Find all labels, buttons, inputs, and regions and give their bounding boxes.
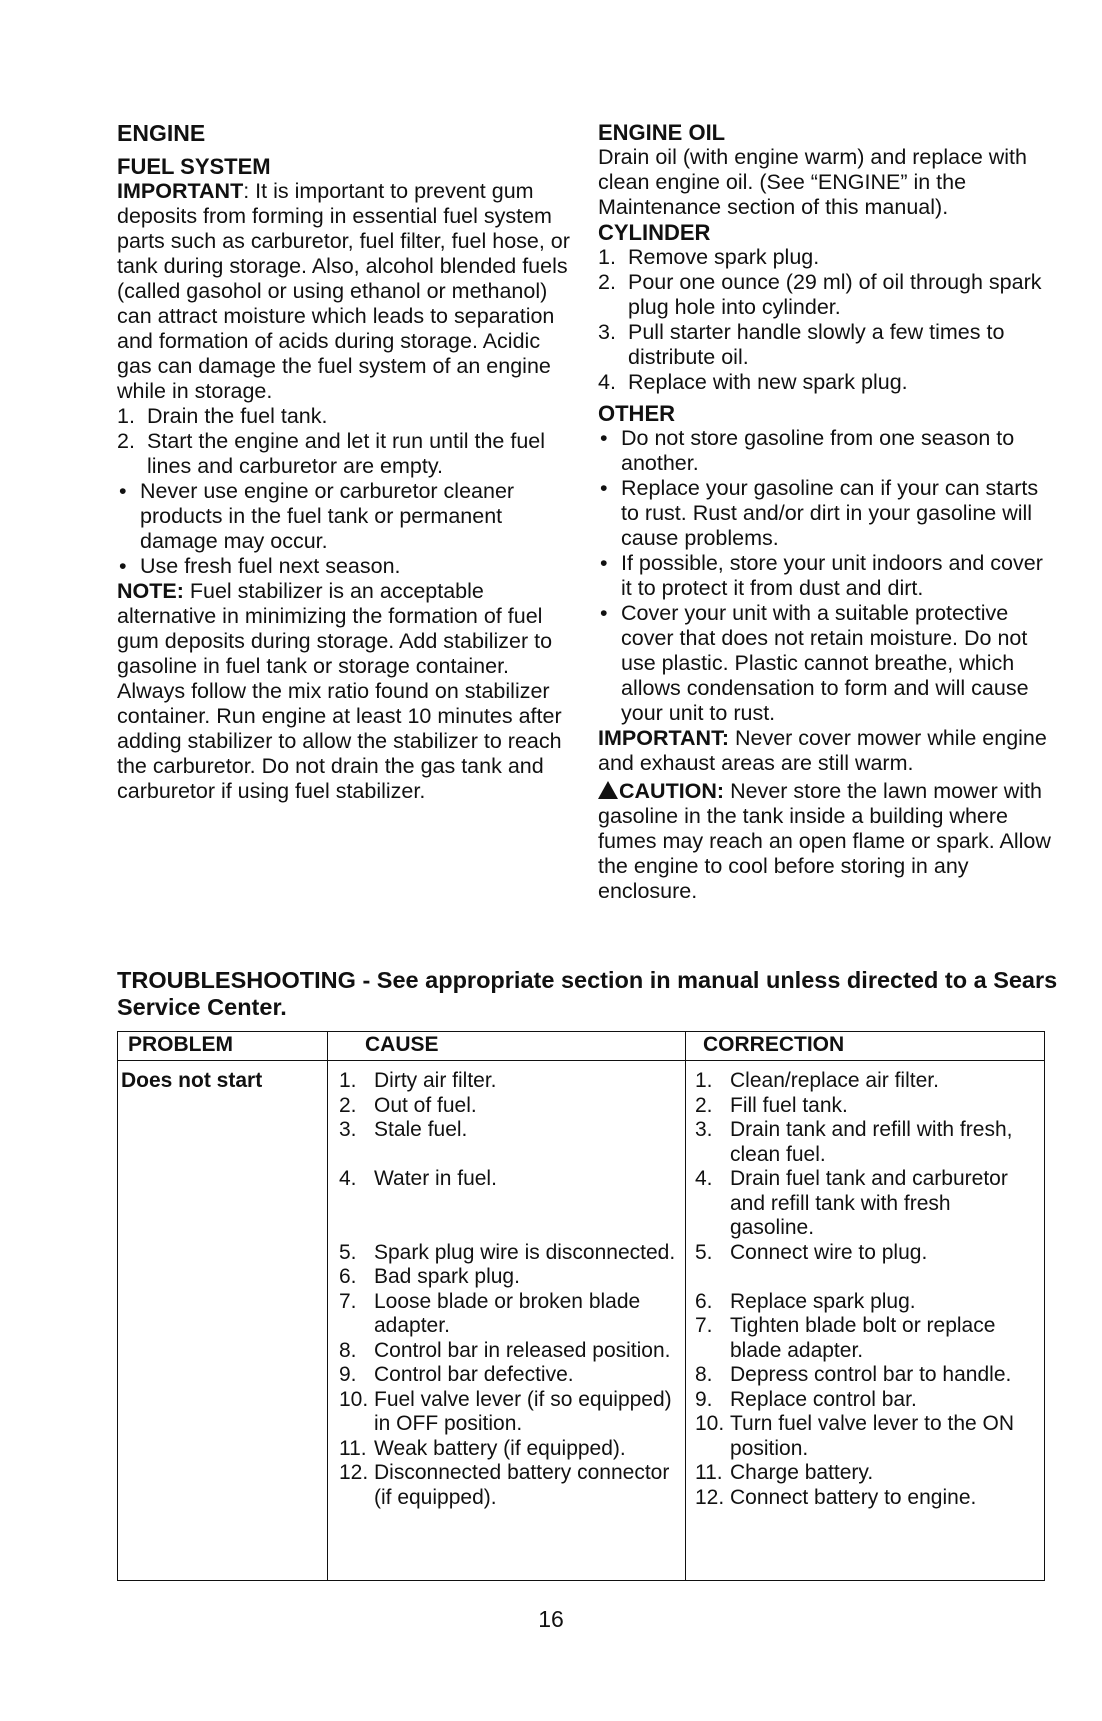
column-header-cause: CAUSE [365, 1033, 439, 1056]
engine-oil-heading: ENGINE OIL [598, 120, 726, 145]
list-item: 2. Pour one ounce (29 ml) of oil through spark plug hole into cylinder. [598, 270, 1042, 319]
left-column [117, 120, 572, 804]
table-row: 6. Replace spark plug. [695, 1289, 916, 1313]
column-divider [327, 1032, 328, 1580]
bullet-icon: • [600, 601, 608, 625]
note-paragraph [117, 579, 572, 804]
note-label: NOTE: [117, 579, 184, 603]
list-item: 3. Pull starter handle slowly a few times to distribute oil. [598, 320, 1005, 369]
table-row: 9. Control bar defective. [339, 1363, 574, 1386]
fuel-bullets-list [117, 479, 572, 579]
table-row: 11. Weak battery (if equipped). [339, 1436, 626, 1460]
other-heading: OTHER [598, 401, 675, 426]
page-number: 16 [538, 1606, 564, 1632]
table-row: 9. Replace control bar. [695, 1387, 917, 1411]
column-header-problem: PROBLEM [128, 1033, 233, 1056]
fuel-steps-list [117, 404, 572, 479]
correction-list [695, 1069, 1040, 1510]
problem-cell: Does not start [121, 1069, 263, 1092]
table-row: 2. Fill fuel tank. [695, 1093, 848, 1117]
table-row: 5. Spark plug wire is disconnected. [339, 1240, 676, 1264]
table-row: 6. Bad spark plug. [339, 1265, 520, 1288]
cause-list [339, 1069, 679, 1510]
right-column [598, 120, 1053, 904]
cylinder-steps-list [598, 245, 1053, 395]
table-row: 10. Fuel valve lever (if so equipped) in OFF position. [339, 1387, 672, 1435]
table-row: 11. Charge battery. [695, 1461, 874, 1484]
table-row: 3. Drain tank and refill with fresh, clean fuel. [695, 1118, 1013, 1166]
cylinder-heading: CYLINDER [598, 220, 711, 245]
important-warm-paragraph [598, 726, 1053, 776]
list-item: • If possible, store your unit indoors and cover it to protect it from dust and dirt. [600, 551, 1043, 600]
bullet-icon: • [119, 554, 127, 578]
note-text: Fuel stabilizer is an acceptable alternative in minimizing the formation of fuel gum deposits during storage. Add stabilizer to gasoline in fuel tank or storage container. Always follow the mix ratio found on stabilizer container. Run engine at least 10 minutes after adding stabilizer to allow the stabilizer to reach the carburetor. Do not drain the gas tank and carburetor if using fuel stabilizer. [117, 579, 562, 803]
important-paragraph [117, 179, 572, 404]
table-row: 3. Stale fuel. [339, 1118, 468, 1141]
bullet-icon: • [600, 476, 608, 500]
table-row: 8. Depress control bar to handle. [695, 1363, 1012, 1386]
table-row: 2. Out of fuel. [339, 1093, 477, 1117]
important-label: IMPORTANT: [598, 726, 729, 750]
list-item: 1. Drain the fuel tank. [117, 404, 328, 428]
table-row: 5. Connect wire to plug. [695, 1240, 928, 1264]
list-item: • Replace your gasoline can if your can starts to rust. Rust and/or dirt in your gasoline will cause problems. [600, 476, 1039, 550]
important-text: : It is important to prevent gum deposits from forming in essential fuel system parts such as carburetor, fuel filter, fuel hose, or tank during storage. Also, alcohol blended fuels (called gasohol or using ethanol or methanol) can attract moisture which leads to separation and formation of acids during storage. Acidic gas can damage the fuel system of an engine while in storage. [117, 179, 570, 403]
important-text: Never cover mower while engine and exhaust areas are still warm. [598, 726, 1047, 775]
table-row: 7. Tighten blade bolt or replace blade adapter. [695, 1314, 996, 1362]
list-item: 2. Start the engine and let it run until the fuel lines and carburetor are empty. [117, 429, 546, 478]
table-row: 12. Connect battery to engine. [695, 1485, 977, 1509]
table-row: 12. Disconnected battery connector (if equipped). [339, 1461, 670, 1509]
other-bullets-list [598, 426, 1053, 726]
column-header-correction: CORRECTION [703, 1033, 845, 1056]
table-row: 4. Drain fuel tank and carburetor and refill tank with fresh gasoline. [695, 1167, 1008, 1239]
important-label: IMPORTANT [117, 179, 244, 203]
table-row: 1. Clean/replace air filter. [695, 1069, 939, 1092]
list-item: • Cover your unit with a suitable protective cover that does not retain moisture. Do not use plastic. Plastic cannot breathe, which allows condensation to form and will cause your unit to rust. [600, 601, 1029, 725]
fuel-system-heading: FUEL SYSTEM [117, 154, 271, 179]
warning-triangle-icon [598, 781, 618, 799]
engine-oil-text: Drain oil (with engine warm) and replace with clean engine oil. (See “ENGINE” in the Maintenance section of this manual). [598, 145, 1027, 219]
bullet-icon: • [600, 426, 608, 450]
list-item: 1. Remove spark plug. [598, 245, 820, 269]
bullet-icon: • [600, 551, 608, 575]
column-divider [685, 1032, 686, 1580]
table-row: 1. Dirty air filter. [339, 1069, 497, 1092]
list-item: • Never use engine or carburetor cleaner products in the fuel tank or permanent damage may occur. [119, 479, 515, 553]
table-row: 10. Turn fuel valve lever to the ON position. [695, 1412, 1015, 1460]
troubleshooting-table [117, 1031, 1045, 1581]
list-item: • Do not store gasoline from one season to another. [600, 426, 1015, 475]
list-item: • Use fresh fuel next season. [119, 554, 401, 578]
caution-text: Never store the lawn mower with gasoline in the tank inside a building where fumes may reach an open flame or spark. Allow the engine to cool before storing in any enclosure. [598, 779, 1051, 903]
bullet-icon: • [119, 479, 127, 503]
engine-heading: ENGINE [117, 120, 206, 146]
table-row: 8. Control bar in released position. [339, 1338, 671, 1362]
caution-label: CAUTION: [619, 779, 725, 803]
table-row: 7. Loose blade or broken blade adapter. [339, 1289, 641, 1337]
caution-paragraph [598, 779, 1053, 904]
list-item: 4. Replace with new spark plug. [598, 370, 908, 394]
table-row: 4. Water in fuel. [339, 1167, 497, 1190]
troubleshooting-heading: TROUBLESHOOTING - See appropriate section in manual unless directed to a Sears Service Center. [117, 967, 1058, 1020]
table-header-row [118, 1032, 1044, 1061]
